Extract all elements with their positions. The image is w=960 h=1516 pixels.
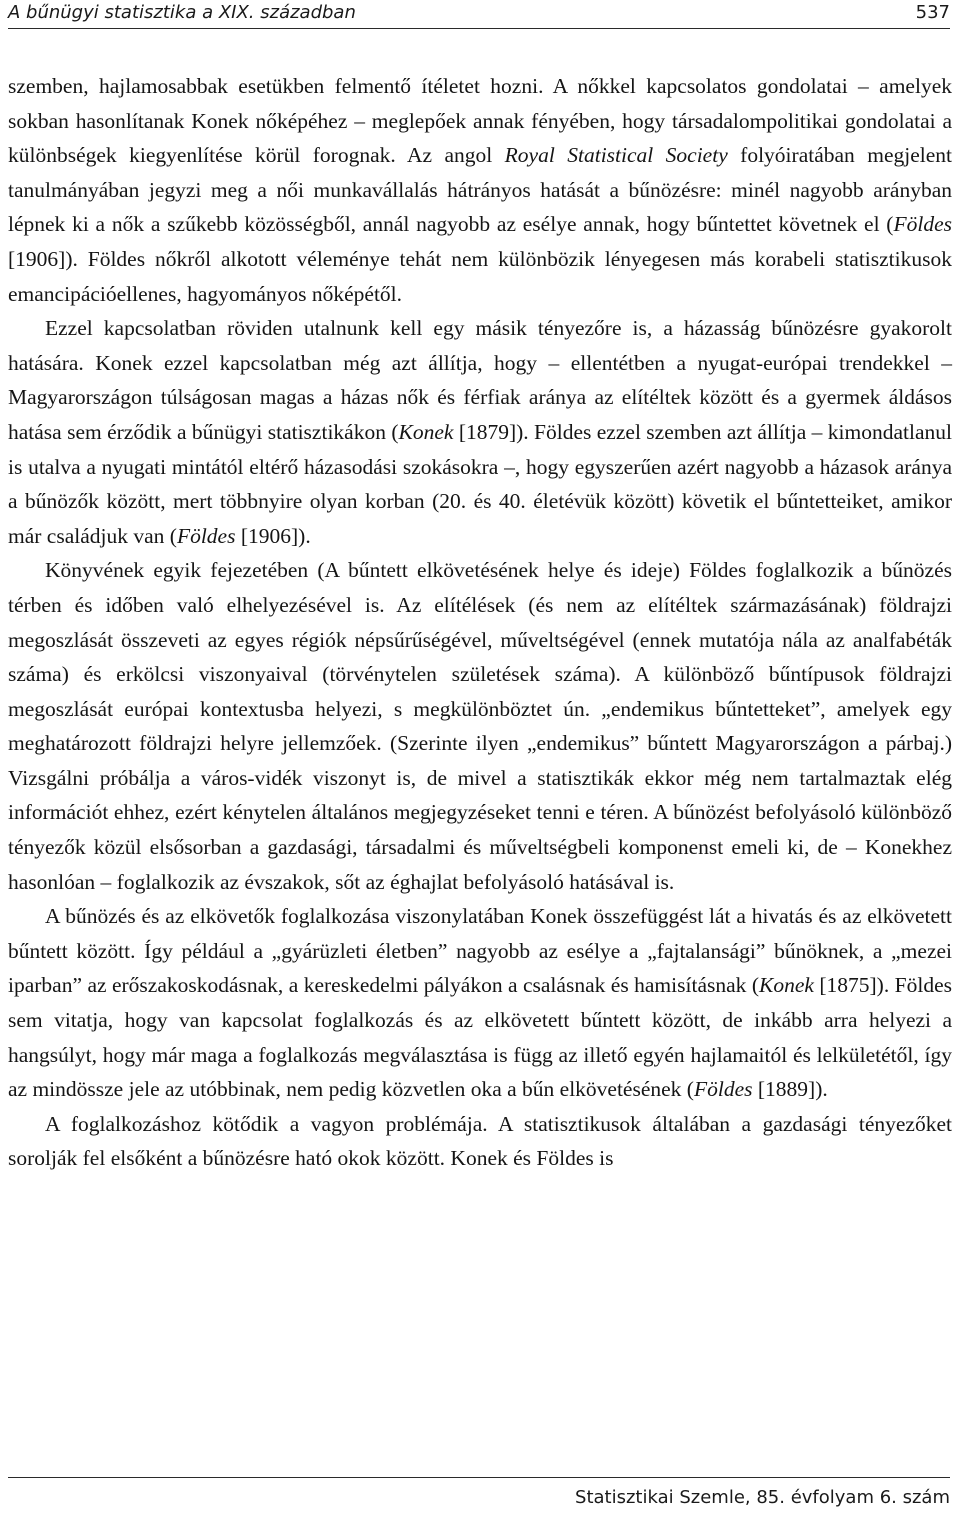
paragraph-continuation bbox=[8, 69, 952, 311]
paragraph-marriage bbox=[8, 311, 952, 553]
text-run: szemben, hajlamosabbak esetükben felmentő ítéletet hozni. A nőkkel kapcsolatos gondolatai – amelyek sokban hasonlítanak Konek nőképéhez – meglepőek annak fényében, hogy társadalompolitikai gondolatai a különbségek kiegyenlítése körül forognak. Az angol bbox=[8, 74, 952, 168]
footer-rule bbox=[8, 1477, 950, 1478]
text-run: [1889]). bbox=[752, 1077, 828, 1102]
page-number: 537 bbox=[915, 2, 950, 23]
paragraph-geography bbox=[8, 553, 952, 899]
text-run: A bűnözés és az elkövetők foglalkozása viszonylatában Konek összefüggést lát a hivatás és az elkövetett bűntett között. Így például a „gyárüzleti életben” nagyobb az esélye a „fajtalansági” bűnöknek, a „mezei iparban” az erőszakoskodásnak, a kereskedelmi pályákon a csalásnak és hamisításnak ( bbox=[8, 904, 952, 998]
text-run: [1879]). Földes ezzel szemben azt állítja – kimondatlanul is utalva a nyugati mintától eltérő házasodási szokásokra –, hogy egyszerűen azért nagyobb a házasok aránya a bűnözők között, mert többnyire olyan korban (20. és 40. életévük között) követik el bűntetteiket, amikor már családjuk van ( bbox=[8, 419, 952, 548]
citation-author: Konek bbox=[758, 973, 814, 998]
text-run: folyóiratában megjelent tanulmányában jegyzi meg a női munkavállalás hátrányos hatását a bűnözésre: minél nagyobb arányban lépnek ki a nők a szűkebb közösségből, annál nagyobb az esélye annak, hogy bűntettet követnek el ( bbox=[8, 143, 952, 237]
running-header bbox=[8, 0, 950, 26]
citation-author: Földes bbox=[176, 523, 236, 548]
article-body bbox=[8, 69, 952, 1176]
paragraph-occupation bbox=[8, 899, 952, 1107]
text-run: Könyvének egyik fejezetében (A bűntett elkövetésének helye és ideje) Földes foglalkozik a bűnözés térben és időben való elhelyezésével is. Az elítélések (és nem az elítéltek származásának) földrajzi megoszlását összeveti az egyes régiók népsűrűségével, műveltségével (ennek mutatója nála az analfabéták száma) és erkölcsi viszonyaival (törvénytelen születések száma). A különböző bűntípusok földrajzi megoszlását európai kontextusba helyezi, s megkülönböztet ún. „endemikus bűntetteket”, amelyek egy meghatározott földrajzi helyre jellemzőek. (Szerinte ilyen „endemikus” bűntett Magyarországon a párbaj.) Vizsgálni próbálja a város-vidék viszonyt is, de mivel a statisztikák ekkor még nem tartalmaztak elég információt ehhez, ezért kénytelen általános megjegyzéseket tenni e téren. A bűnözést befolyásoló különböző tényezők közül elsősorban a gazdasági, társadalmi és műveltségbeli komponenst emeli ki, de – Konekhez hasonlóan – foglalkozik az évszakok, sőt az éghajlat befolyásoló hatásával is. bbox=[8, 558, 952, 894]
text-run: [1906]). Földes nőkről alkotott véleménye tehát nem különbözik lényegesen más korabeli statisztikusok emancipációellenes, hagyományos nőképétől. bbox=[8, 246, 952, 306]
paragraph-wealth bbox=[8, 1107, 952, 1176]
citation-author: Konek bbox=[398, 419, 454, 444]
text-run: A foglalkozáshoz kötődik a vagyon problémája. A statisztikusok általában a gazdasági tényezőket sorolják fel elsőként a bűnözésre ható okok között. Konek és Földes is bbox=[8, 1111, 952, 1171]
running-title: A bűnügyi statisztika a XIX. században bbox=[8, 2, 356, 23]
running-footer: Statisztikai Szemle, 85. évfolyam 6. szám bbox=[575, 1487, 950, 1508]
citation-author: Földes bbox=[893, 212, 952, 237]
text-run: Ezzel kapcsolatban röviden utalnunk kell egy másik tényezőre is, a házasság bűnözésre gyakorolt hatására. Konek ezzel kapcsolatban még azt állítja, hogy – ellentétben a nyugat-európai trendekkel – Magyarországon túlságosan magas a házas nők és férfiak aránya az elítéltek között és a gyermek áldásos hatása sem érződik a bűnügyi statisztikákon ( bbox=[8, 316, 952, 444]
citation-author: Földes bbox=[693, 1077, 753, 1102]
journal-name: Royal Statistical Society bbox=[504, 143, 728, 168]
header-rule bbox=[8, 28, 950, 29]
text-run: [1906]). bbox=[235, 523, 311, 548]
text-run: [1875]). Földes sem vitatja, hogy van kapcsolat foglalkozás és az elkövetett bűntett között, de inkább arra helyezi a hangsúlyt, hogy már maga a foglalkozás megválasztása is függ az illető egyén hajlamaitól és lelkületétől, így az mindössze jele az utóbbinak, nem pedig közvetlen oka a bűn elkövetésének ( bbox=[8, 973, 952, 1102]
